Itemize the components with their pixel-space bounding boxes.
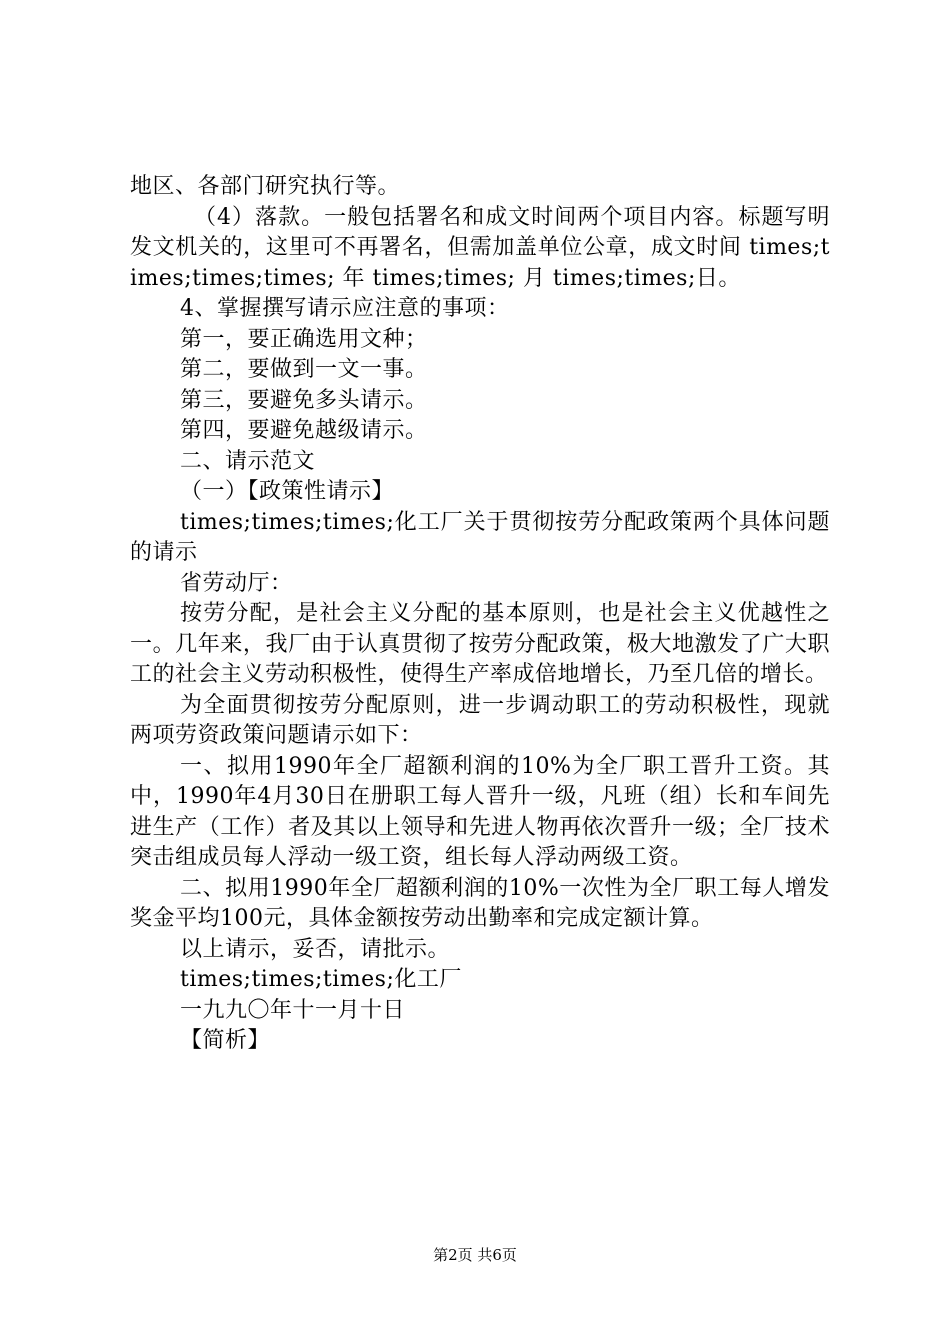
sample-title: times;times;times;化工厂关于贯彻按劳分配政策两个具体问题的请示	[130, 509, 830, 565]
paragraph: 一、拟用1990年全厂超额利润的10%为全厂职工晋升工资。其中，1990年4月30日在册职工每人晋升一级，凡班（组）长和车间先进生产（工作）者及其以上领导和先进人物再依次晋升一级；全厂技术突击组成员每人浮动一级工资，组长每人浮动两级工资。	[130, 753, 830, 870]
paragraph: 二、拟用1990年全厂超额利润的10%一次性为全厂职工每人增发奖金平均100元，具体金额按劳动出勤率和完成定额计算。	[130, 875, 830, 931]
paragraph: （4）落款。一般包括署名和成文时间两个项目内容。标题写明发文机关的，这里可不再署名，但需加盖单位公章，成文时间 times;times;times;times; 年 times;times; 月 times;times;日。	[130, 204, 830, 291]
paragraph: 为全面贯彻按劳分配原则，进一步调动职工的劳动积极性，现就两项劳资政策问题请示如下：	[130, 692, 830, 748]
paragraph: 按劳分配，是社会主义分配的基本原则，也是社会主义优越性之一。几年来，我厂由于认真贯彻了按劳分配政策，极大地激发了广大职工的社会主义劳动积极性，使得生产率成倍地增长，乃至几倍的增长。	[130, 601, 830, 687]
paragraph: 以上请示，妥否，请批示。	[180, 936, 451, 962]
paragraph: 4、掌握撰写请示应注意的事项：	[180, 296, 510, 321]
paragraph: 第二，要做到一文一事。	[180, 357, 428, 382]
paragraph: 地区、各部门研究执行等。	[130, 174, 401, 199]
subsection-heading: （一）【政策性请示】	[180, 479, 395, 504]
section-heading: 二、请示范文	[180, 448, 316, 474]
paragraph: 第三，要避免多头请示。	[180, 387, 428, 413]
document-body	[130, 172, 830, 1057]
addressee: 省劳动厅：	[180, 570, 293, 596]
analysis-heading: 【简析】	[180, 1028, 271, 1053]
paragraph: 第四，要避免越级请示。	[180, 418, 428, 443]
signature-org: times;times;times;化工厂	[180, 967, 462, 992]
paragraph: 第一，要正确选用文种；	[180, 326, 428, 352]
signature-date: 一九九〇年十一月十日	[180, 997, 406, 1023]
page-number: 第2页 共6页	[433, 1246, 517, 1264]
